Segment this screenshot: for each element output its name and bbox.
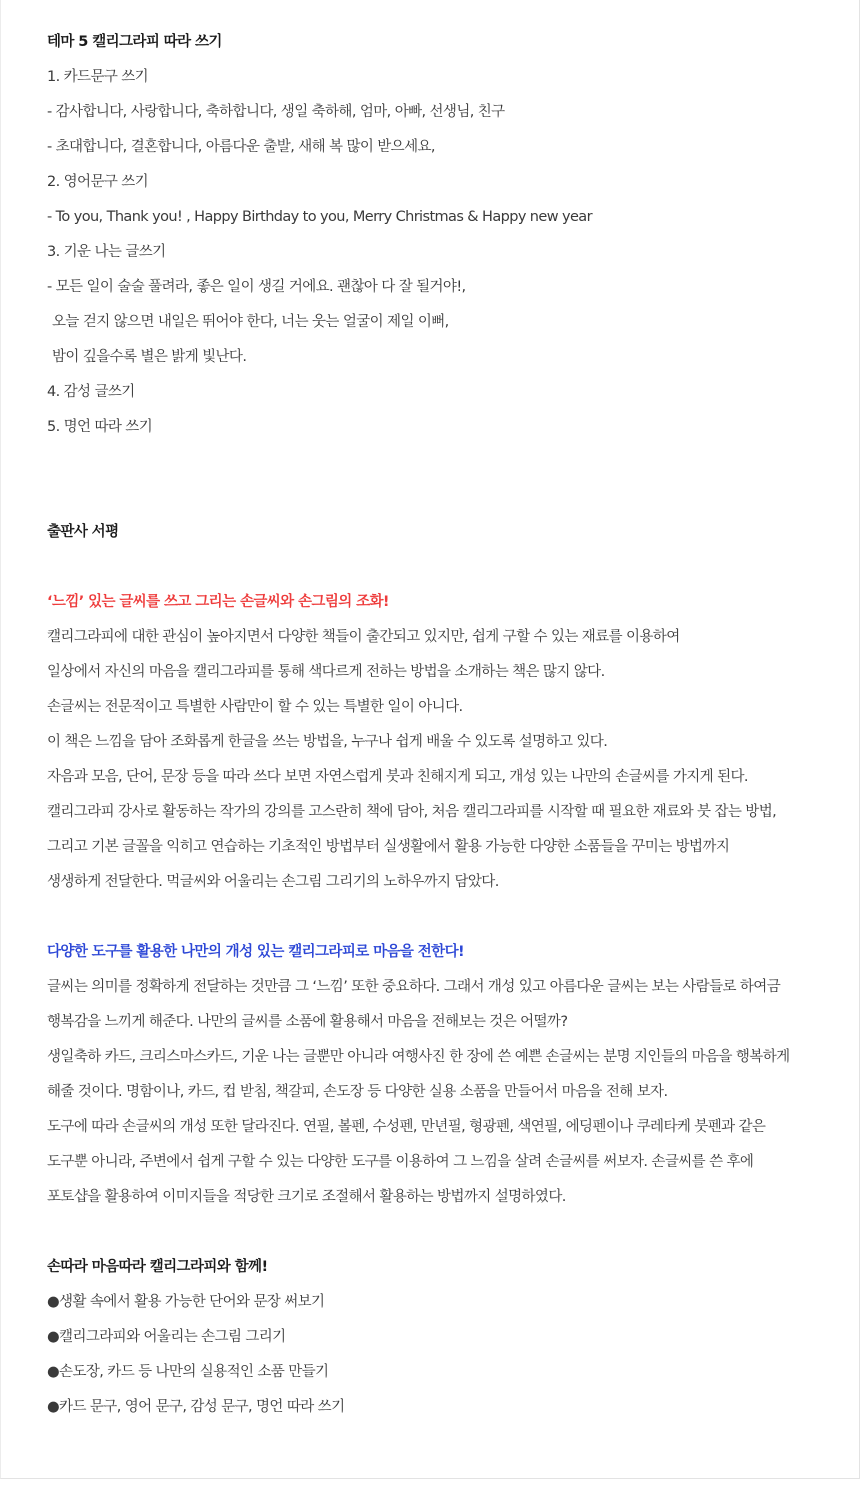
section1-line: 생생하게 전달한다. 먹글씨와 어울리는 손그림 그리기의 노하우까지 담았다. [47, 874, 499, 890]
theme-line: 2. 영어문구 쓰기 [47, 174, 149, 190]
section2-line: 도구에 따라 손글씨의 개성 또한 달라진다. 연필, 볼펜, 수성펜, 만년필, 형광펜, 색연필, 에딩펜이나 쿠레타케 붓펜과 같은 [47, 1119, 766, 1135]
section3-title: 손따라 마음따라 캘리그라피와 함께! [47, 1259, 268, 1275]
section1-line: 그리고 기본 글꼴을 익히고 연습하는 기초적인 방법부터 실생활에서 활용 가능한 다양한 소품들을 꾸미는 방법까지 [47, 839, 730, 855]
section3-bullet: ●손도장, 카드 등 나만의 실용적인 소품 만들기 [47, 1364, 329, 1380]
section1-line: 일상에서 자신의 마음을 캘리그라피를 통해 색다르게 전하는 방법을 소개하는 책은 많지 않다. [47, 664, 605, 680]
section1-line: 자음과 모음, 단어, 문장 등을 따라 쓰다 보면 자연스럽게 붓과 친해지게 되고, 개성 있는 나만의 손글씨를 가지게 된다. [47, 769, 748, 785]
theme-line: 밤이 깊을수록 별은 밝게 빛난다. [52, 349, 247, 365]
theme-line: 오늘 걷지 않으면 내일은 뛰어야 한다, 너는 웃는 얼굴이 제일 이뻐, [52, 314, 449, 330]
section1-line: 이 책은 느낌을 담아 조화롭게 한글을 쓰는 방법을, 누구나 쉽게 배울 수 있도록 설명하고 있다. [47, 734, 608, 750]
section3-bullet: ●생활 속에서 활용 가능한 단어와 문장 써보기 [47, 1294, 325, 1310]
section2-line: 해줄 것이다. 명함이나, 카드, 컵 받침, 책갈피, 손도장 등 다양한 실용 소품을 만들어서 마음을 전해 보자. [47, 1084, 668, 1100]
theme-line: 3. 기운 나는 글쓰기 [47, 244, 166, 260]
theme-line: 4. 감성 글쓰기 [47, 384, 135, 400]
section1-line: 캘리그라피 강사로 활동하는 작가의 강의를 고스란히 책에 담아, 처음 캘리그라피를 시작할 때 필요한 재료와 붓 잡는 방법, [47, 804, 777, 820]
theme-line: - 모든 일이 술술 풀려라, 좋은 일이 생길 거에요. 괜찮아 다 잘 될거야!, [47, 279, 466, 295]
section1-line: 캘리그라피에 대한 관심이 높아지면서 다양한 책들이 출간되고 있지만, 쉽게 구할 수 있는 재료를 이용하여 [47, 629, 680, 645]
section3-bullet: ●카드 문구, 영어 문구, 감성 문구, 명언 따라 쓰기 [47, 1399, 345, 1415]
theme-line: 5. 명언 따라 쓰기 [47, 419, 153, 435]
section1-line: 손글씨는 전문적이고 특별한 사람만이 할 수 있는 특별한 일이 아니다. [47, 699, 463, 715]
section3-bullet: ●캘리그라피와 어울리는 손그림 그리기 [47, 1329, 286, 1345]
theme-line: 1. 카드문구 쓰기 [47, 69, 149, 85]
section2-line: 도구뿐 아니라, 주변에서 쉽게 구할 수 있는 다양한 도구를 이용하여 그 느낌을 살려 손글씨를 써보자. 손글씨를 쓴 후에 [47, 1154, 754, 1170]
section2-title: 다양한 도구를 활용한 나만의 개성 있는 캘리그라피로 마음을 전한다! [47, 944, 464, 960]
review-heading: 출판사 서평 [47, 524, 119, 540]
theme-line: - 감사합니다, 사랑합니다, 축하합니다, 생일 축하해, 엄마, 아빠, 선생님, 친구 [47, 104, 505, 120]
theme-line: - To you, Thank you! , Happy Birthday to you, Merry Christmas & Happy new year [47, 209, 592, 225]
section2-line: 생일축하 카드, 크리스마스카드, 기운 나는 글뿐만 아니라 여행사진 한 장에 쓴 예쁜 손글씨는 분명 지인들의 마음을 행복하게 [47, 1049, 790, 1065]
theme-heading: 테마 5 캘리그라피 따라 쓰기 [47, 34, 222, 50]
theme-line: - 초대합니다, 결혼합니다, 아름다운 출발, 새해 복 많이 받으세요, [47, 139, 435, 155]
section2-line: 글씨는 의미를 정확하게 전달하는 것만큼 그 ‘느낌’ 또한 중요하다. 그래서 개성 있고 아름다운 글씨는 보는 사람들로 하여금 [47, 979, 781, 995]
section2-line: 포토샵을 활용하여 이미지들을 적당한 크기로 조절해서 활용하는 방법까지 설명하였다. [47, 1189, 566, 1205]
section2-line: 행복감을 느끼게 해준다. 나만의 글씨를 소품에 활용해서 마음을 전해보는 것은 어떨까? [47, 1014, 568, 1030]
section1-title: ‘느낌’ 있는 글씨를 쓰고 그리는 손글씨와 손그림의 조화! [47, 594, 389, 610]
